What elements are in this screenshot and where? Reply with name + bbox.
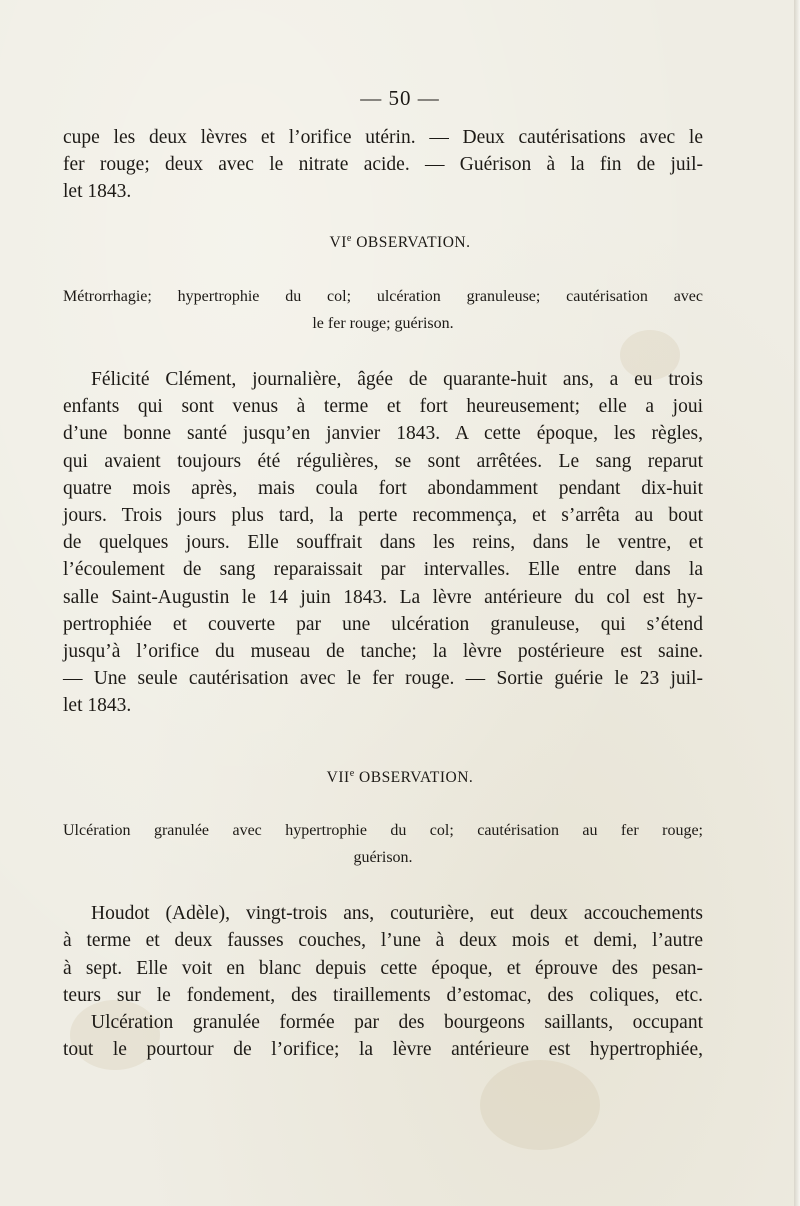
paper-stain	[480, 1060, 600, 1150]
text-line: Félicité Clément, journalière, âgée de quarante-huit ans, a eu trois	[91, 369, 703, 390]
observation-7-body	[63, 900, 703, 1064]
text-line: jusqu’à l’orifice du museau de tanche; la lèvre postérieure est saine.	[63, 641, 703, 663]
observation-6-heading	[0, 233, 800, 252]
text-line: let 1843.	[63, 695, 132, 717]
text-line: cupe les deux lèvres et l’orifice utérin. — Deux cautérisations avec le	[63, 127, 703, 148]
text-line: Houdot (Adèle), vingt-trois ans, couturière, eut deux accouchements	[91, 903, 703, 924]
text-line: l’écoulement de sang reparaissait par intervalles. Elle entre dans la	[63, 559, 703, 581]
heading-numeral: VI	[329, 234, 347, 251]
text-line: let 1843.	[63, 181, 132, 202]
text-line: à terme et deux fausses couches, l’une à deux mois et demi, l’autre	[63, 930, 703, 952]
text-line: pertrophiée et couverte par une ulcération granuleuse, qui s’étend	[63, 613, 703, 635]
heading-label: OBSERVATION.	[354, 769, 474, 786]
page-edge	[794, 0, 800, 1206]
observation-7-heading	[0, 768, 800, 787]
text-line: tout le pourtour de l’orifice; la lèvre antérieure est hypertrophiée,	[63, 1039, 703, 1061]
text-line: à sept. Elle voit en blanc depuis cette époque, et éprouve des pesan-	[63, 957, 703, 979]
observation-6-summary	[63, 283, 703, 337]
continuation-paragraph	[63, 124, 703, 205]
text-line: fer rouge; deux avec le nitrate acide. — Guérison à la fin de juil-	[63, 154, 703, 175]
summary-line: Ulcération granulée avec hypertrophie du col; cautérisation au fer rouge;	[63, 822, 703, 839]
text-line: de quelques jours. Elle souffrait dans les reins, dans le ventre, et	[63, 532, 703, 554]
text-line: quatre mois après, mais coula fort abondamment pendant dix-huit	[63, 477, 703, 499]
summary-line: guérison.	[353, 849, 413, 866]
text-line: enfants qui sont venus à terme et fort heureusement; elle a joui	[63, 396, 703, 418]
heading-numeral: VII	[326, 769, 350, 786]
heading-superscript: e	[349, 768, 355, 779]
text-line: Ulcération granulée formée par des bourgeons saillants, occupant	[91, 1012, 703, 1034]
heading-superscript: e	[346, 233, 352, 244]
text-line: teurs sur le fondement, des tiraillements d’estomac, des coliques, etc.	[63, 984, 703, 1006]
text-line: d’une bonne santé jusqu’en janvier 1843. A cette époque, les règles,	[63, 423, 703, 445]
heading-label: OBSERVATION.	[351, 234, 471, 251]
summary-line: Métrorrhagie; hypertrophie du col; ulcération granuleuse; cautérisation avec	[63, 288, 703, 305]
observation-6-body	[63, 366, 703, 720]
observation-7-summary	[63, 817, 703, 871]
text-line: qui avaient toujours été régulières, se sont arrêtées. Le sang reparut	[63, 450, 703, 472]
text-line: jours. Trois jours plus tard, la perte recommença, et s’arrêta au bout	[63, 505, 703, 527]
text-line: — Une seule cautérisation avec le fer rouge. — Sortie guérie le 23 juil-	[63, 668, 703, 690]
page-number: — 50 —	[360, 86, 440, 110]
summary-line: le fer rouge; guérison.	[312, 315, 454, 332]
text-line: salle Saint-Augustin le 14 juin 1843. La lèvre antérieure du col est hy-	[63, 586, 703, 608]
